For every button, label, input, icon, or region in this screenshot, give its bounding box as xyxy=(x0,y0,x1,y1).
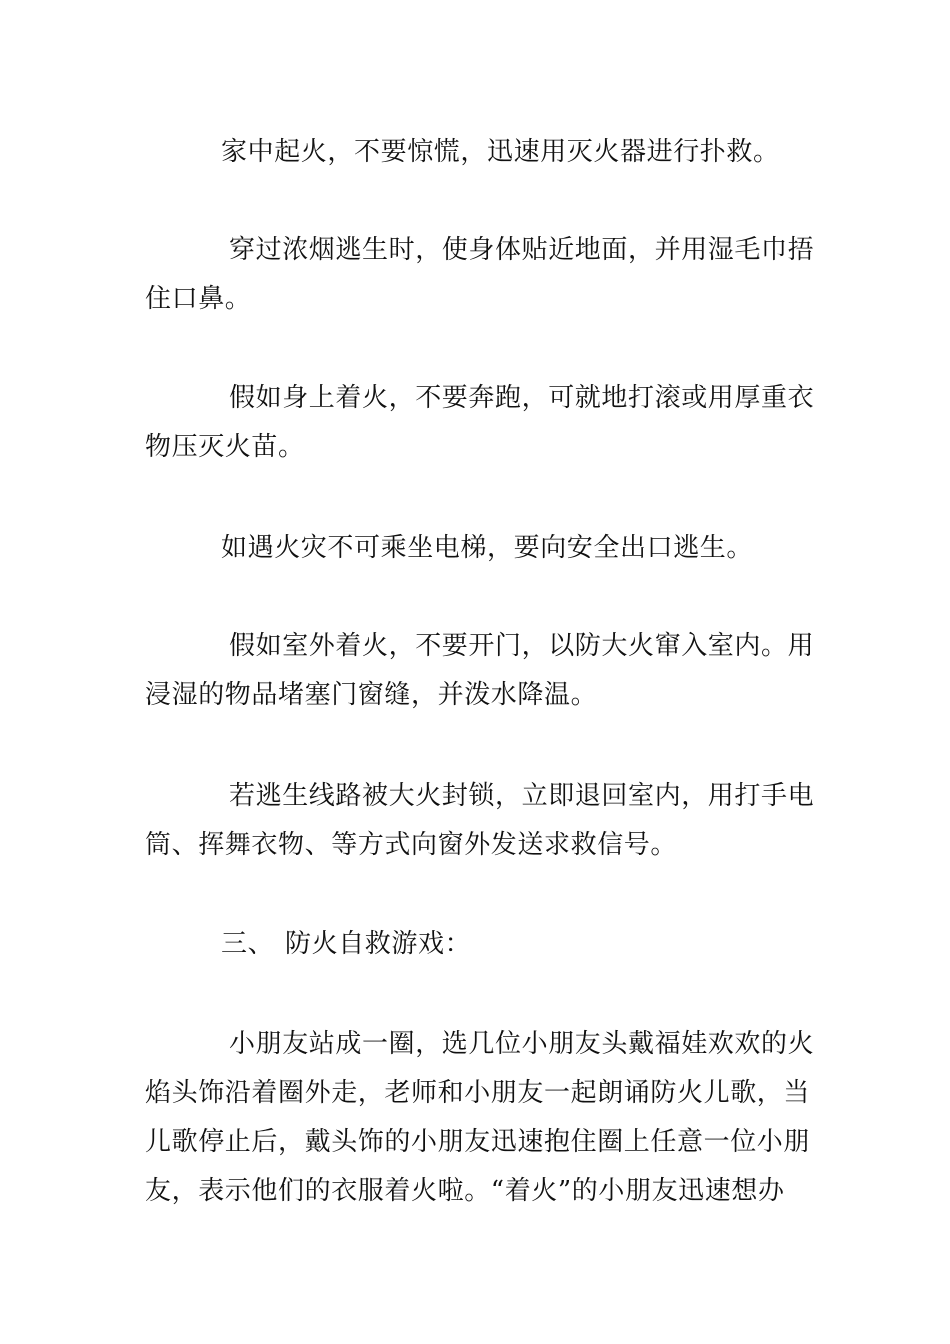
paragraph-body-on-fire xyxy=(145,374,815,472)
paragraph-line: 如遇火灾不可乘坐电梯，要向安全出口逃生。 xyxy=(221,533,754,563)
paragraph-home-fire xyxy=(145,128,810,177)
section-title: 防火自救游戏： xyxy=(285,929,472,959)
paragraph-fire-game xyxy=(145,1020,815,1216)
paragraph-line: 家中起火，不要惊慌，迅速用灭火器进行扑救。 xyxy=(221,137,780,167)
section-heading xyxy=(145,920,810,969)
paragraph-line: 焰头饰沿着圈外走，老师和小朋友一起朗诵防火儿歌，当 xyxy=(145,1078,811,1108)
paragraph-line: 浸湿的物品堵塞门窗缝，并泼水降温。 xyxy=(145,680,598,710)
paragraph-line: 假如身上着火，不要奔跑，可就地打滚或用厚重衣 xyxy=(229,383,815,413)
section-number: 三、 xyxy=(221,929,275,959)
paragraph-line: 住口鼻。 xyxy=(145,284,252,314)
paragraph-line: 物压灭火苗。 xyxy=(145,432,305,462)
paragraph-route-blocked xyxy=(145,772,815,870)
paragraph-line: 筒、挥舞衣物、等方式向窗外发送求救信号。 xyxy=(145,830,678,860)
paragraph-no-elevator xyxy=(145,524,810,573)
section-heading-line xyxy=(145,920,810,969)
paragraph-line: 儿歌停止后，戴头饰的小朋友迅速抱住圈上任意一位小朋 xyxy=(145,1127,811,1157)
paragraph-line: 友，表示他们的衣服着火啦。“着火”的小朋友迅速想办 xyxy=(145,1176,785,1206)
paragraph-outdoor-fire xyxy=(145,622,815,720)
paragraph-line: 若逃生线路被大火封锁，立即退回室内，用打手电 xyxy=(229,781,815,811)
paragraph-smoke-escape xyxy=(145,226,815,324)
paragraph-line: 穿过浓烟逃生时，使身体贴近地面，并用湿毛巾捂 xyxy=(229,235,815,265)
paragraph-line: 假如室外着火，不要开门，以防大火窜入室内。用 xyxy=(229,631,815,661)
paragraph-line: 小朋友站成一圈，选几位小朋友头戴福娃欢欢的火 xyxy=(229,1029,815,1059)
